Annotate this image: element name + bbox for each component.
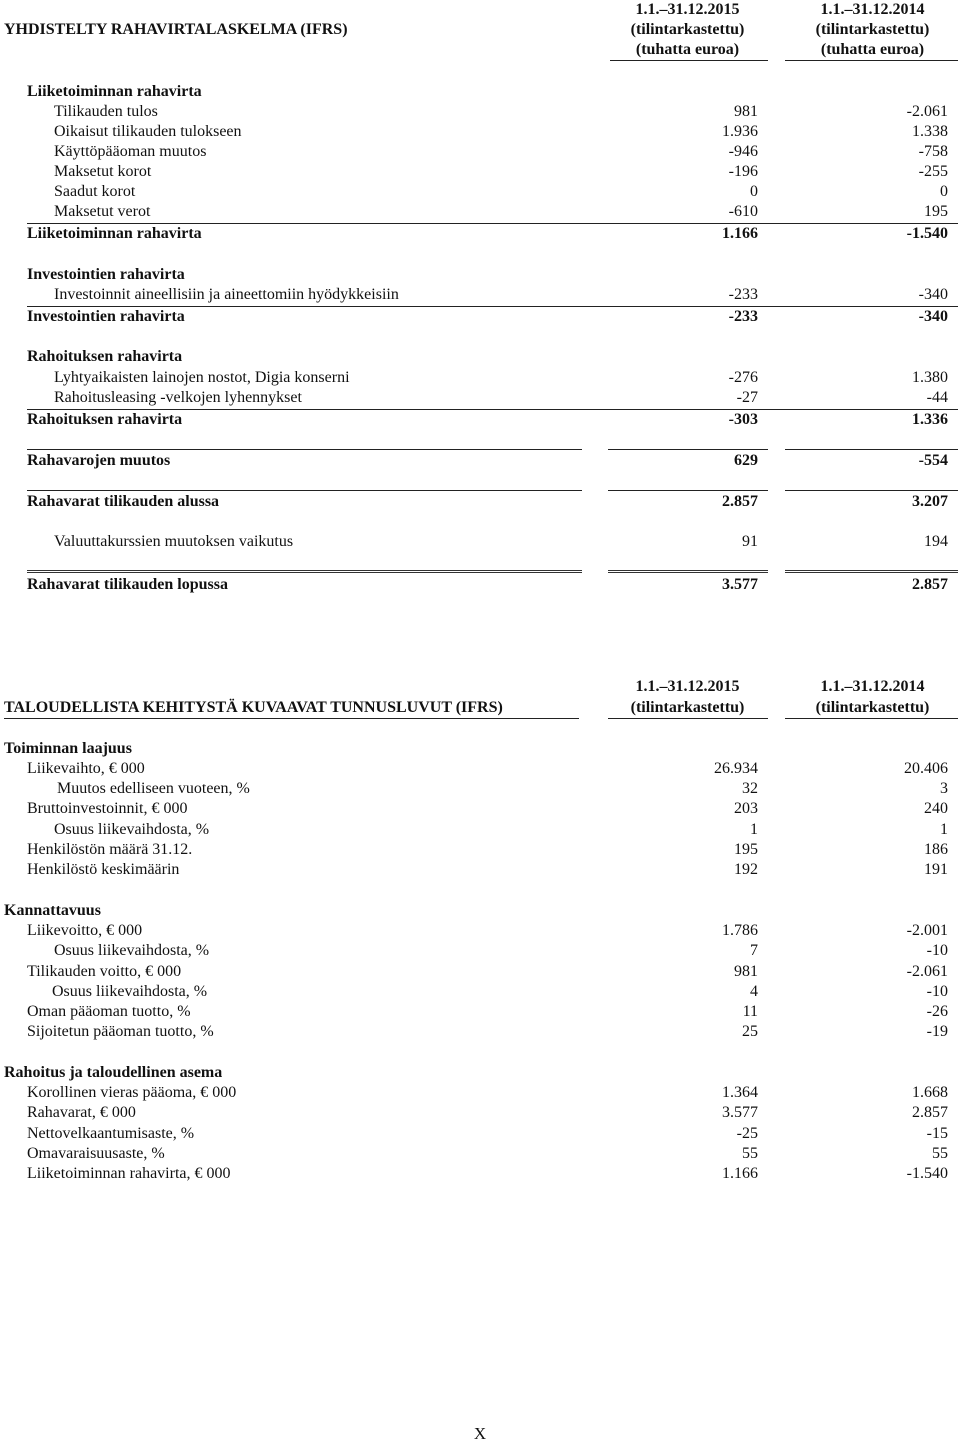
row-label: Liiketoiminnan rahavirta, € 000 <box>27 1165 231 1182</box>
row-value-2015: 1.936 <box>722 123 758 140</box>
section-heading: Rahoituksen rahavirta <box>27 348 183 365</box>
row-label: Maksetut korot <box>54 163 152 180</box>
row-value-2015: -25 <box>736 1125 758 1142</box>
keyfig-col1-audit: (tilintarkastettu) <box>630 699 745 716</box>
row-value-2014: 1.338 <box>912 123 948 140</box>
subtotal-value-2015: -303 <box>728 411 758 428</box>
row-label: Maksetut verot <box>54 203 151 220</box>
row-value-2014: -1.540 <box>906 1165 948 1182</box>
row-value-2014: -10 <box>926 983 948 1000</box>
keyfig-col2-period: 1.1.–31.12.2014 <box>820 678 925 695</box>
row-value-2015: 26.934 <box>714 760 758 777</box>
keyfigures-title: TALOUDELLISTA KEHITYSTÄ KUVAAVAT TUNNUSLUVUT (IFRS) <box>4 699 503 716</box>
double-rule <box>608 570 768 573</box>
row-value-2015: -233 <box>728 286 758 303</box>
header-underline <box>608 718 768 719</box>
row-value-2015: 25 <box>742 1023 758 1040</box>
row-value-2014: -2.061 <box>906 963 948 980</box>
header-underline <box>610 60 768 61</box>
row-label: Muutos edelliseen vuoteen, % <box>57 780 250 797</box>
rule <box>608 449 768 450</box>
subtotal-value-2015: 1.166 <box>722 225 758 242</box>
change-value-2015: 629 <box>734 452 758 469</box>
row-value-2014: -758 <box>918 143 948 160</box>
row-value-2014: -2.061 <box>906 103 948 120</box>
row-label: Liikevoitto, € 000 <box>27 922 143 939</box>
section-heading: Kannattavuus <box>4 902 101 919</box>
fx-label: Valuuttakurssien muutoksen vaikutus <box>54 533 294 550</box>
section-heading: Toiminnan laajuus <box>4 740 132 757</box>
row-value-2014: -10 <box>926 942 948 959</box>
row-value-2014: -44 <box>926 389 948 406</box>
row-value-2014: -19 <box>926 1023 948 1040</box>
page-marker: X <box>473 1424 487 1443</box>
section-heading: Investointien rahavirta <box>27 266 185 283</box>
opening-label: Rahavarat tilikauden alussa <box>27 493 220 510</box>
row-value-2014: -15 <box>926 1125 948 1142</box>
row-label: Bruttoinvestoinnit, € 000 <box>27 800 188 817</box>
row-value-2015: -27 <box>736 389 758 406</box>
cashflow-col2-audit: (tilintarkastettu) <box>815 21 930 38</box>
row-value-2015: 1.364 <box>722 1084 758 1101</box>
row-label: Saadut korot <box>54 183 136 200</box>
row-value-2014: 191 <box>924 861 948 878</box>
row-value-2015: -946 <box>728 143 758 160</box>
row-label: Käyttöpääoman muutos <box>54 143 207 160</box>
row-value-2015: 3.577 <box>722 1104 758 1121</box>
row-value-2015: 1.166 <box>722 1165 758 1182</box>
row-value-2014: 1.380 <box>912 369 948 386</box>
fx-value-2014: 194 <box>924 533 948 550</box>
row-label: Osuus liikevaihdosta, % <box>54 942 210 959</box>
cashflow-col1-audit: (tilintarkastettu) <box>630 21 745 38</box>
section-heading: Rahoitus ja taloudellinen asema <box>4 1064 223 1081</box>
row-value-2015: 7 <box>750 942 758 959</box>
double-rule <box>27 570 582 573</box>
subtotal-label: Liiketoiminnan rahavirta <box>27 225 202 242</box>
rule <box>27 490 582 491</box>
row-value-2014: 2.857 <box>912 1104 948 1121</box>
double-rule <box>785 570 958 573</box>
change-label: Rahavarojen muutos <box>27 452 171 469</box>
row-value-2015: 55 <box>742 1145 758 1162</box>
row-value-2014: 20.406 <box>904 760 948 777</box>
subtotal-label: Rahoituksen rahavirta <box>27 411 183 428</box>
row-label: Investoinnit aineellisiin ja aineettomiin hyödykkeisiin <box>54 286 399 303</box>
row-value-2015: 11 <box>742 1003 758 1020</box>
cashflow-col1-unit: (tuhatta euroa) <box>635 41 740 58</box>
subtotal-value-2015: -233 <box>728 308 758 325</box>
row-value-2015: 4 <box>750 983 758 1000</box>
cashflow-col2-period: 1.1.–31.12.2014 <box>820 1 925 18</box>
opening-value-2014: 3.207 <box>912 493 948 510</box>
cashflow-col2-unit: (tuhatta euroa) <box>820 41 925 58</box>
fx-value-2015: 91 <box>742 533 758 550</box>
row-value-2014: 3 <box>940 780 948 797</box>
row-value-2015: 1 <box>750 821 758 838</box>
row-label: Korollinen vieras pääoma, € 000 <box>27 1084 237 1101</box>
row-label: Tilikauden voitto, € 000 <box>27 963 182 980</box>
row-label: Henkilöstö keskimäärin <box>27 861 180 878</box>
rule <box>608 490 768 491</box>
row-label: Lyhtyaikaisten lainojen nostot, Digia konserni <box>54 369 350 386</box>
row-value-2014: 1 <box>940 821 948 838</box>
row-value-2014: -26 <box>926 1003 948 1020</box>
rule <box>785 449 958 450</box>
row-value-2014: 0 <box>940 183 948 200</box>
row-label: Liikevaihto, € 000 <box>27 760 145 777</box>
row-label: Rahoitusleasing -velkojen lyhennykset <box>54 389 302 406</box>
keyfig-col2-audit: (tilintarkastettu) <box>815 699 930 716</box>
row-value-2015: 203 <box>734 800 758 817</box>
row-label: Oikaisut tilikauden tulokseen <box>54 123 242 140</box>
row-value-2014: 240 <box>924 800 948 817</box>
subtotal-label: Investointien rahavirta <box>27 308 185 325</box>
row-label: Rahavarat, € 000 <box>27 1104 136 1121</box>
closing-value-2015: 3.577 <box>722 576 758 593</box>
row-value-2014: -340 <box>918 286 948 303</box>
row-value-2015: 981 <box>734 963 758 980</box>
row-value-2015: 1.786 <box>722 922 758 939</box>
row-label: Osuus liikevaihdosta, % <box>52 983 208 1000</box>
row-value-2015: 981 <box>734 103 758 120</box>
row-value-2015: -276 <box>728 369 758 386</box>
cashflow-col1-period: 1.1.–31.12.2015 <box>635 1 740 18</box>
row-value-2014: 195 <box>924 203 948 220</box>
row-value-2014: 186 <box>924 841 948 858</box>
closing-label: Rahavarat tilikauden lopussa <box>27 576 228 593</box>
subtotal-value-2014: -340 <box>918 308 948 325</box>
row-value-2015: -610 <box>728 203 758 220</box>
header-underline <box>4 718 579 719</box>
row-label: Tilikauden tulos <box>54 103 158 120</box>
section-heading: Liiketoiminnan rahavirta <box>27 83 202 100</box>
row-value-2015: 192 <box>734 861 758 878</box>
row-label: Osuus liikevaihdosta, % <box>54 821 210 838</box>
row-value-2014: -2.001 <box>906 922 948 939</box>
row-value-2015: -196 <box>728 163 758 180</box>
subtotal-value-2014: 1.336 <box>912 411 948 428</box>
row-label: Henkilöstön määrä 31.12. <box>27 841 193 858</box>
header-underline <box>785 718 958 719</box>
rule <box>785 490 958 491</box>
header-underline <box>785 60 958 61</box>
row-value-2015: 32 <box>742 780 758 797</box>
closing-value-2014: 2.857 <box>912 576 948 593</box>
subtotal-value-2014: -1.540 <box>906 225 948 242</box>
row-value-2014: -255 <box>918 163 948 180</box>
change-value-2014: -554 <box>918 452 948 469</box>
row-value-2015: 195 <box>734 841 758 858</box>
rule <box>27 449 582 450</box>
row-value-2015: 0 <box>750 183 758 200</box>
keyfig-col1-period: 1.1.–31.12.2015 <box>635 678 740 695</box>
row-label: Sijoitetun pääoman tuotto, % <box>27 1023 214 1040</box>
cashflow-title: YHDISTELTY RAHAVIRTALASKELMA (IFRS) <box>4 21 348 38</box>
row-label: Oman pääoman tuotto, % <box>27 1003 191 1020</box>
row-value-2014: 1.668 <box>912 1084 948 1101</box>
row-label: Omavaraisuusaste, % <box>27 1145 165 1162</box>
row-label: Nettovelkaantumisaste, % <box>27 1125 195 1142</box>
opening-value-2015: 2.857 <box>722 493 758 510</box>
row-value-2014: 55 <box>932 1145 948 1162</box>
